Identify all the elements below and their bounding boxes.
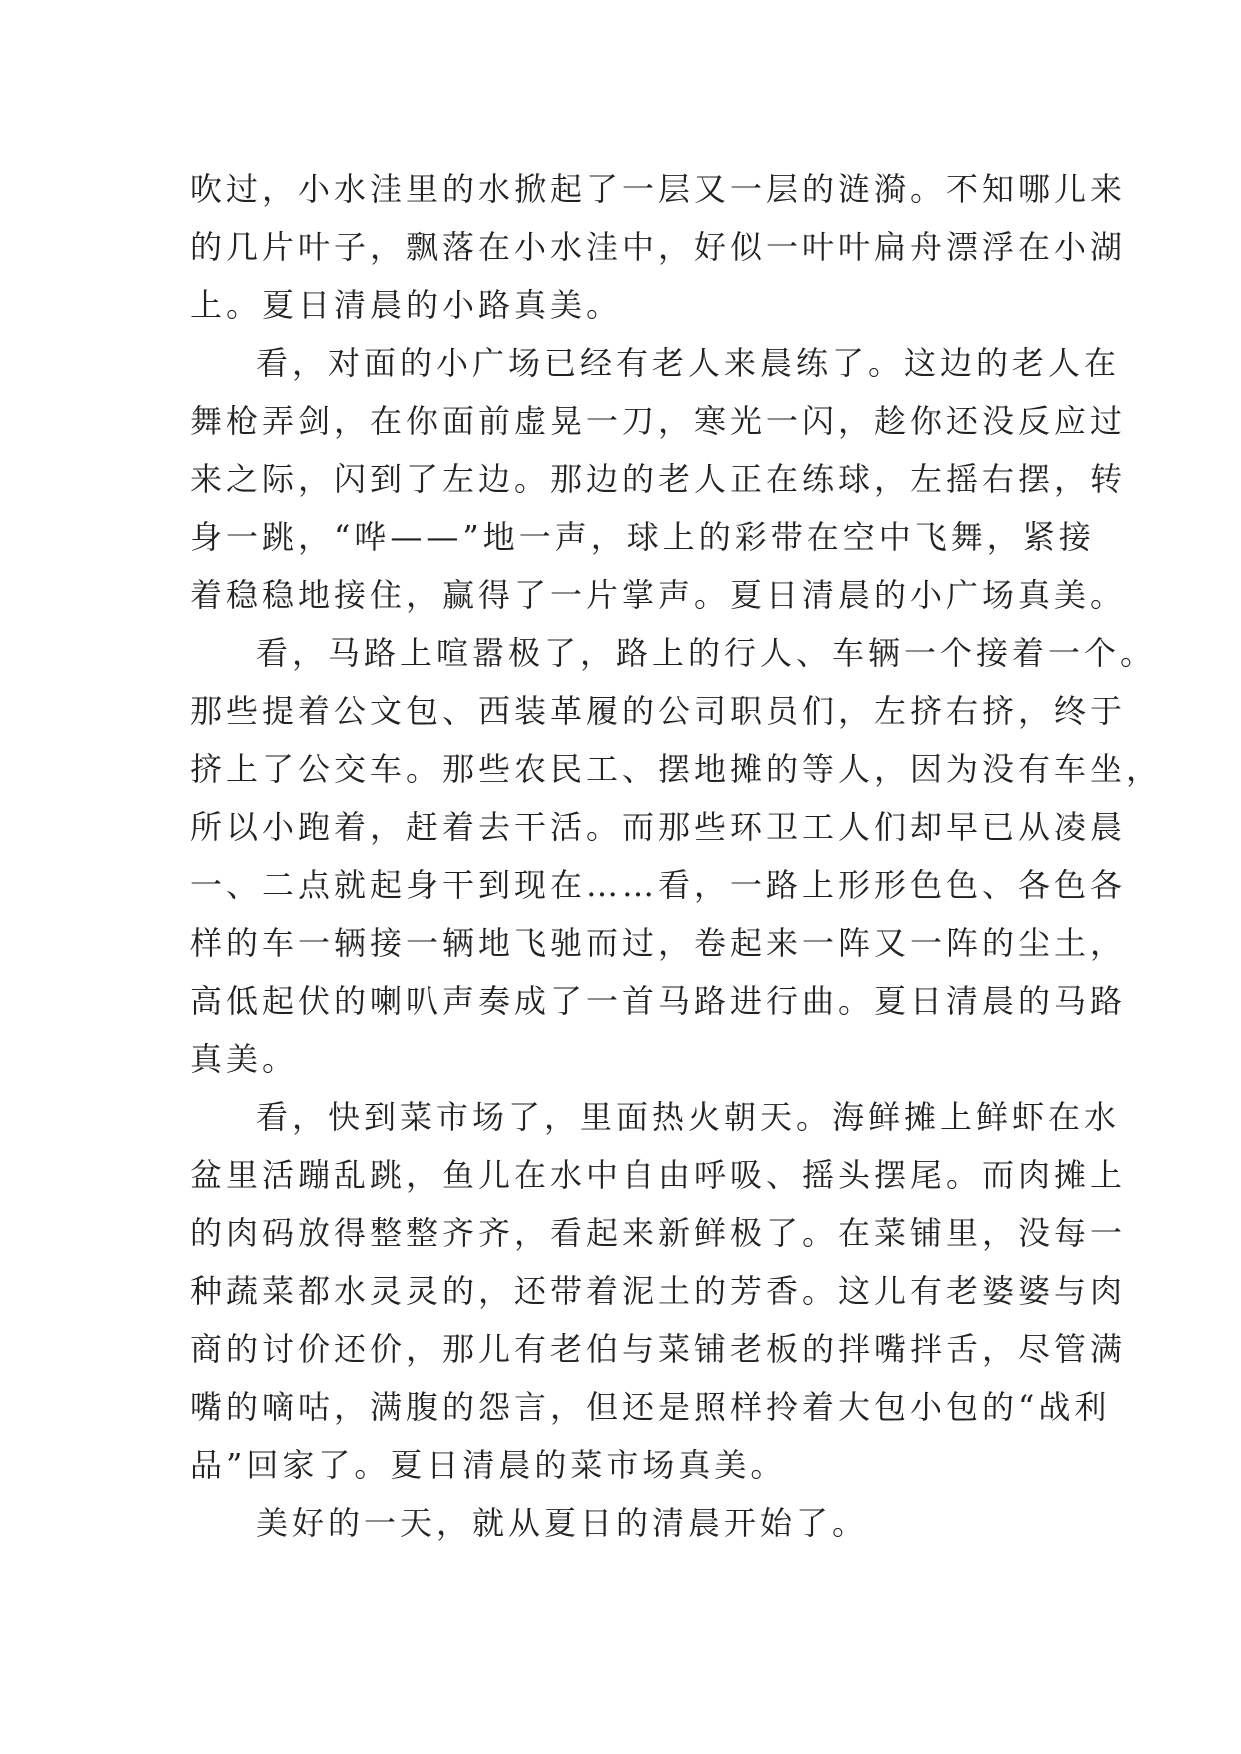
text-line: 样的车一辆接一辆地飞驰而过，卷起来一阵又一阵的尘土，: [190, 924, 1127, 962]
text-line: 真美。: [190, 1040, 299, 1078]
text-line: 来之际，闪到了左边。那边的老人正在练球，左摇右摆，转: [190, 460, 1127, 498]
paragraph-5: [190, 1494, 1070, 1552]
text-line: 品”回家了。夏日清晨的菜市场真美。: [190, 1446, 787, 1484]
text-line: 美好的一天，就从夏日的清晨开始了。: [256, 1504, 869, 1542]
text-line: 上。夏日清晨的小路真美。: [190, 286, 623, 324]
text-line: 的几片叶子，飘落在小水洼中，好似一叶叶扁舟漂浮在小湖: [190, 228, 1127, 266]
text-line: 嘴的嘀咕，满腹的怨言，但还是照样拎着大包小包的“战利: [190, 1388, 1111, 1426]
text-line: 看，马路上喧嚣极了，路上的行人、车辆一个接着一个。: [256, 634, 1157, 672]
paragraph-2: [190, 334, 1127, 624]
text-line: 盆里活蹦乱跳，鱼儿在水中自由呼吸、摇头摆尾。而肉摊上: [190, 1156, 1127, 1194]
text-line: 的肉码放得整整齐齐，看起来新鲜极了。在菜铺里，没每一: [190, 1214, 1127, 1252]
text-line: 看，快到菜市场了，里面热火朝天。海鲜摊上鲜虾在水: [256, 1098, 1121, 1136]
paragraph-1: [190, 160, 1127, 334]
paragraph-4: [190, 1088, 1127, 1494]
text-line: 舞枪弄剑，在你面前虚晃一刀，寒光一闪，趁你还没反应过: [190, 402, 1127, 440]
text-line: 挤上了公交车。那些农民工、摆地摊的等人，因为没有车坐，: [190, 750, 1163, 788]
text-line: 高低起伏的喇叭声奏成了一首马路进行曲。夏日清晨的马路: [190, 982, 1127, 1020]
text-line: 身一跳，“哗——”地一声，球上的彩带在空中飞舞，紧接: [190, 518, 1095, 556]
essay-body: [190, 160, 1163, 1552]
text-line: 着稳稳地接住，赢得了一片掌声。夏日清晨的小广场真美。: [190, 576, 1127, 614]
text-line: 一、二点就起身干到现在……看，一路上形形色色、各色各: [190, 866, 1127, 904]
text-line: 商的讨价还价，那儿有老伯与菜铺老板的拌嘴拌舌，尽管满: [190, 1330, 1127, 1368]
text-line: 那些提着公文包、西装革履的公司职员们，左挤右挤，终于: [190, 692, 1127, 730]
text-line: 看，对面的小广场已经有老人来晨练了。这边的老人在: [256, 344, 1121, 382]
text-line: 吹过，小水洼里的水掀起了一层又一层的涟漪。不知哪儿来: [190, 170, 1127, 208]
text-line: 所以小跑着，赶着去干活。而那些环卫工人们却早已从凌晨: [190, 808, 1127, 846]
paragraph-3: [190, 624, 1163, 1088]
text-line: 种蔬菜都水灵灵的，还带着泥土的芳香。这儿有老婆婆与肉: [190, 1272, 1127, 1310]
